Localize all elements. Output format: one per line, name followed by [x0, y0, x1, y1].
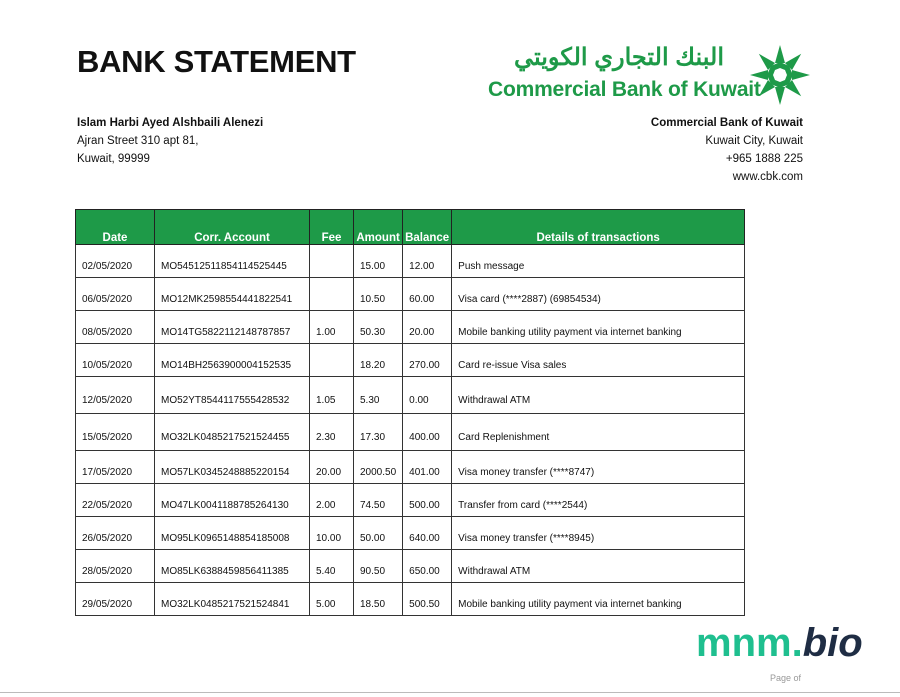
cell-corr-account: MO57LK0345248885220154	[155, 451, 310, 484]
page-title: BANK STATEMENT	[77, 44, 356, 79]
cell-date: 06/05/2020	[76, 278, 155, 311]
table-row	[76, 517, 745, 550]
cell-amount: 90.50	[354, 550, 403, 583]
customer-address-line2: Kuwait, 99999	[77, 153, 150, 165]
table-row	[76, 278, 745, 311]
table-row	[76, 344, 745, 377]
table-row	[76, 245, 745, 278]
table-row	[76, 583, 745, 616]
table-row	[76, 550, 745, 583]
cell-fee	[310, 344, 354, 377]
cell-fee	[310, 245, 354, 278]
cell-corr-account: MO52YT8544117555428532	[155, 377, 310, 414]
cell-amount: 2000.50	[354, 451, 403, 484]
cell-balance: 400.00	[403, 414, 452, 451]
cell-corr-account: MO32LK0485217521524455	[155, 414, 310, 451]
cell-amount: 10.50	[354, 278, 403, 311]
cell-balance: 640.00	[403, 517, 452, 550]
cell-amount: 15.00	[354, 245, 403, 278]
cell-amount: 74.50	[354, 484, 403, 517]
cell-fee: 10.00	[310, 517, 354, 550]
cell-details: Visa money transfer (****8945)	[452, 517, 745, 550]
table-header-row	[76, 210, 745, 245]
bank-website: www.cbk.com	[732, 171, 803, 183]
header-balance: Balance	[403, 210, 452, 245]
cell-details: Card re-issue Visa sales	[452, 344, 745, 377]
cell-corr-account: MO95LK0965148854185008	[155, 517, 310, 550]
bank-name: Commercial Bank of Kuwait	[650, 117, 803, 129]
page-bottom-divider	[0, 692, 900, 693]
cell-fee: 1.00	[310, 311, 354, 344]
cell-fee: 5.00	[310, 583, 354, 616]
cell-fee: 5.40	[310, 550, 354, 583]
cell-date: 17/05/2020	[76, 451, 155, 484]
cell-balance: 20.00	[403, 311, 452, 344]
cell-fee: 20.00	[310, 451, 354, 484]
cell-date: 26/05/2020	[76, 517, 155, 550]
cell-date: 22/05/2020	[76, 484, 155, 517]
transactions-table	[75, 209, 745, 616]
cell-amount: 5.30	[354, 377, 403, 414]
watermark	[696, 620, 863, 666]
logo-english-text: Commercial Bank of Kuwait	[488, 78, 761, 101]
cell-details: Mobile banking utility payment via internet banking	[452, 311, 745, 344]
cell-details: Transfer from card (****2544)	[452, 484, 745, 517]
cell-corr-account: MO32LK0485217521524841	[155, 583, 310, 616]
header-details: Details of transactions	[452, 210, 745, 245]
table-row	[76, 451, 745, 484]
header-fee: Fee	[310, 210, 354, 245]
header-corr-account: Corr. Account	[155, 210, 310, 245]
header-date: Date	[76, 210, 155, 245]
cell-balance: 500.50	[403, 583, 452, 616]
cell-details: Withdrawal ATM	[452, 550, 745, 583]
cell-details: Visa card (****2887) (69854534)	[452, 278, 745, 311]
cell-corr-account: MO14BH2563900004152535	[155, 344, 310, 377]
cell-details: Withdrawal ATM	[452, 377, 745, 414]
table-row	[76, 311, 745, 344]
cell-balance: 0.00	[403, 377, 452, 414]
cell-corr-account: MO85LK6388459856411385	[155, 550, 310, 583]
bank-phone: +965 1888 225	[725, 153, 803, 165]
watermark-part-a: mnm.	[696, 621, 803, 665]
header-amount: Amount	[354, 210, 403, 245]
cell-date: 28/05/2020	[76, 550, 155, 583]
customer-info	[77, 114, 263, 168]
cell-amount: 17.30	[354, 414, 403, 451]
bank-info	[651, 114, 803, 186]
table-row	[76, 414, 745, 451]
cell-details: Visa money transfer (****8747)	[452, 451, 745, 484]
cell-amount: 50.30	[354, 311, 403, 344]
cell-corr-account: MO12MK2598554441822541	[155, 278, 310, 311]
watermark-part-b: bio	[802, 621, 863, 665]
cell-date: 15/05/2020	[76, 414, 155, 451]
cell-corr-account: MO47LK0041188785264130	[155, 484, 310, 517]
cell-fee: 2.00	[310, 484, 354, 517]
cell-date: 12/05/2020	[76, 377, 155, 414]
cell-balance: 12.00	[403, 245, 452, 278]
cell-corr-account: MO14TG5822112148787857	[155, 311, 310, 344]
cell-balance: 60.00	[403, 278, 452, 311]
cell-amount: 18.50	[354, 583, 403, 616]
logo-arabic-text: البنك التجاري الكويتي	[514, 44, 724, 71]
cell-details: Card Replenishment	[452, 414, 745, 451]
cell-balance: 401.00	[403, 451, 452, 484]
cell-details: Push message	[452, 245, 745, 278]
table-row	[76, 484, 745, 517]
cell-details: Mobile banking utility payment via internet banking	[452, 583, 745, 616]
cell-amount: 18.20	[354, 344, 403, 377]
cell-amount: 50.00	[354, 517, 403, 550]
bank-logo	[488, 44, 810, 110]
cell-balance: 500.00	[403, 484, 452, 517]
bank-city: Kuwait City, Kuwait	[705, 135, 803, 147]
cell-fee: 2.30	[310, 414, 354, 451]
cell-date: 29/05/2020	[76, 583, 155, 616]
customer-address-line1: Ajran Street 310 apt 81,	[77, 135, 199, 147]
cell-fee: 1.05	[310, 377, 354, 414]
cell-balance: 650.00	[403, 550, 452, 583]
cell-balance: 270.00	[403, 344, 452, 377]
cell-corr-account: MO54512511854114525445	[155, 245, 310, 278]
customer-name: Islam Harbi Ayed Alshbaili Alenezi	[77, 117, 264, 129]
cell-date: 10/05/2020	[76, 344, 155, 377]
cell-date: 08/05/2020	[76, 311, 155, 344]
star-logo-icon	[750, 44, 810, 106]
cell-fee	[310, 278, 354, 311]
page-number: Page of	[770, 673, 802, 683]
cell-date: 02/05/2020	[76, 245, 155, 278]
table-row	[76, 377, 745, 414]
